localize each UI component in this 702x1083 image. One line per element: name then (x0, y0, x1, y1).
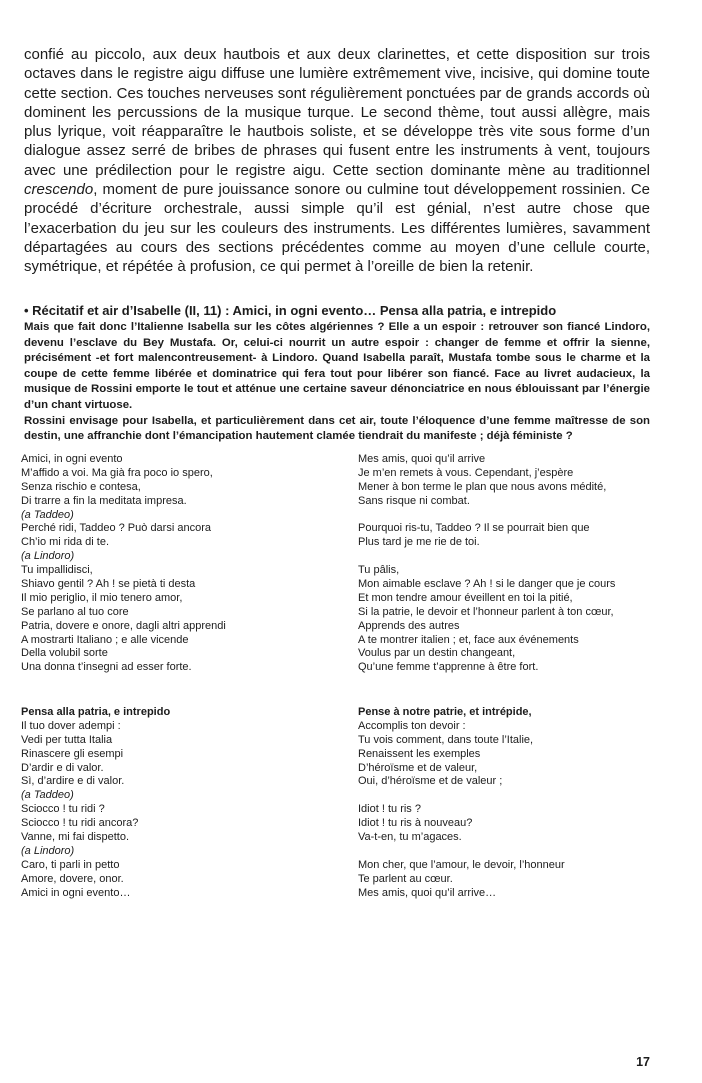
verse-line: D’héroïsme et de valeur, (358, 761, 478, 774)
verse-spacer (358, 550, 668, 564)
verse-line: Caro, ti parli in petto (21, 858, 120, 871)
verse-line: Rinascere gli esempi (21, 747, 124, 760)
aria-incipit: Pensa alla patria, e intrepido (21, 706, 171, 718)
intro-paragraph (24, 45, 650, 277)
intro-italic-word: crescendo (24, 181, 94, 199)
libretto-recitative (21, 453, 661, 683)
verse-line: Va-t-en, tu m’agaces. (358, 831, 462, 844)
verse-line: Il tuo dover adempi : (21, 719, 121, 732)
verse-line: Tu impallidisci, (21, 564, 93, 577)
verse-spacer (358, 789, 668, 803)
verse-line: Shiavo gentil ? Ah ! se pietà ti desta (21, 578, 196, 591)
stage-direction: (a Lindoro) (21, 844, 75, 857)
verse-line: Sans risque ni combat. (358, 494, 470, 507)
verse-line: Una donna t’insegni ad esser forte. (21, 661, 192, 674)
italian-column (21, 453, 341, 675)
italian-column (21, 706, 341, 900)
verse-line: Se parlano al tuo core (21, 605, 129, 618)
french-column (358, 453, 668, 675)
verse-line: Amore, dovere, onor. (21, 872, 124, 885)
verse-line: Senza rischio e contesa, (21, 480, 141, 493)
libretto-aria (21, 706, 661, 906)
verse-line: Tu vois comment, dans toute l’Italie, (358, 733, 534, 746)
verse-line: Accomplis ton devoir : (358, 719, 466, 732)
verse-line: Mon aimable esclave ? Ah ! si le danger que je cours (358, 578, 616, 591)
intro-text (24, 45, 650, 277)
verse-line: Vanne, mi fai dispetto. (21, 831, 130, 844)
verse-line: Sciocco ! tu ridi ancora? (21, 817, 139, 830)
verse-line: Sciocco ! tu ridi ? (21, 803, 105, 816)
verse-line: Voulus par un destin changeant, (358, 647, 516, 660)
verse-line: Perché ridi, Taddeo ? Può darsi ancora (21, 522, 211, 535)
verse-line: Oui, d’héroïsme et de valeur ; (358, 775, 503, 788)
verse-spacer (358, 509, 668, 523)
verse-line: Te parlent au cœur. (358, 872, 453, 885)
verse-line: Renaissent les exemples (358, 747, 481, 760)
verse-line: Si la patrie, le devoir et l’honneur parlent à ton cœur, (358, 605, 614, 618)
verse-line: A mostrarti Italiano ; e alle vicende (21, 633, 189, 646)
verse-line: D’ardir e di valor. (21, 761, 104, 774)
section-title: • Récitatif et air d’Isabelle (II, 11) : Amici, in ogni evento… Pensa alla patria, e intrepido (24, 303, 557, 318)
verse-line: Idiot ! tu ris ? (358, 803, 421, 816)
intro-text-part-2: , moment de pure jouissance sonore ou culmine tout développement rossinien. Ce procédé d’écriture orchestrale, aussi simple qu’il est génial, n’est autre chose que l’exacerbation du jeu sur les couleurs des instruments. Les différentes lumières, savamment départagées au cours des sections précédentes comme au moyen d’une cellule courte, symétrique, et répétée à profusion, ce qui permet à l’oreille de bien la retenir. (24, 181, 650, 276)
verse-line: Ch’io mi rida di te. (21, 536, 110, 549)
aria-incipit: Pense à notre patrie, et intrépide, (358, 706, 532, 718)
verse-line: Sì, d’ardire e di valor. (21, 775, 125, 788)
verse-line: Vedi per tutta Italia (21, 733, 113, 746)
stage-direction: (a Taddeo) (21, 508, 74, 521)
verse-line: Plus tard je me rie de toi. (358, 536, 480, 549)
verse-line: Di trarre a fin la meditata impresa. (21, 494, 187, 507)
verse-line: M’affido a voi. Ma già fra poco io spero, (21, 466, 213, 479)
verse-line: Il mio periglio, il mio tenero amor, (21, 591, 183, 604)
verse-line: Je m’en remets à vous. Cependant, j’espère (358, 466, 574, 479)
verse-line: Qu’une femme t’apprenne à être fort. (358, 661, 539, 674)
page-number: 17 (636, 1055, 650, 1069)
stage-direction: (a Lindoro) (21, 550, 75, 563)
verse-line: Della volubil sorte (21, 647, 108, 660)
verse-line: A te montrer italien ; et, face aux événements (358, 633, 579, 646)
intro-text-part-1: confié au piccolo, aux deux hautbois et aux deux clarinettes, et cette disposition sur trois octaves dans le registre aigu diffuse une lumière extrêmement vive, incisive, qui domine toute cette section. Ces touches nerveuses sont régulièrement ponctuées par de grands accords où dominent les percussions de la musique turque. Le second thème, tout aussi allègre, mais plus lyrique, voit réapparaître le hautbois soliste, et se développe très vite sous forme d’un dialogue assez serré de bribes de phrases qui fusent entre les instruments à vent, toujours avec une prédilection pour le registre aigu. Cette section dominante mène au traditionnel (24, 46, 650, 179)
verse-spacer (358, 845, 668, 859)
verse-line: Amici, in ogni evento (21, 453, 123, 465)
verse-line: Pourquoi ris-tu, Taddeo ? Il se pourrait bien que (358, 522, 590, 535)
verse-line: Mon cher, que l’amour, le devoir, l’honneur (358, 858, 565, 871)
verse-line: Et mon tendre amour éveillent en toi la pitié, (358, 591, 573, 604)
verse-line: Patria, dovere e onore, dagli altri apprendi (21, 619, 226, 632)
stage-direction: (a Taddeo) (21, 789, 74, 802)
verse-line: Idiot ! tu ris à nouveau? (358, 817, 473, 830)
verse-line: Mes amis, quoi qu’il arrive (358, 453, 486, 465)
aria-section (24, 303, 650, 445)
verse-line: Tu pâlis, (358, 564, 400, 577)
section-summary-1: Mais que fait donc l’Italienne Isabella sur les côtes algériennes ? Elle a un espoir : retrouver son fiancé Lindoro, devenu l’esclave du Bey Mustafa. Or, celui-ci nourrit un autre espoir : changer de femme et offrir la sienne, précisément -et fort malencontreusement- à Lindoro. Quand Isabella paraît, Mustafa tombe sous le charme et la coupe de cette femme libérée et dominatrice qui fera tout pour libérer son fiancé. Face au livret audacieux, la musique de Rossini emporte le tout et atténue une certaine saveur dénonciatrice en nous éblouissant par l’énergie d’un chant virtuose. (24, 321, 650, 411)
french-column (358, 706, 668, 900)
verse-line: Apprends des autres (358, 619, 460, 632)
verse-line: Mener à bon terme le plan que nous avons médité, (358, 480, 607, 493)
section-summary-2: Rossini envisage pour Isabella, et particulièrement dans cet air, toute l’éloquence d’une femme maîtresse de son destin, une affranchie dont l’émancipation hautement clamée tiendrait du manifeste ; déjà féministe ? (24, 414, 650, 443)
verse-line: Amici in ogni evento… (21, 886, 131, 899)
verse-line: Mes amis, quoi qu’il arrive… (358, 886, 497, 899)
